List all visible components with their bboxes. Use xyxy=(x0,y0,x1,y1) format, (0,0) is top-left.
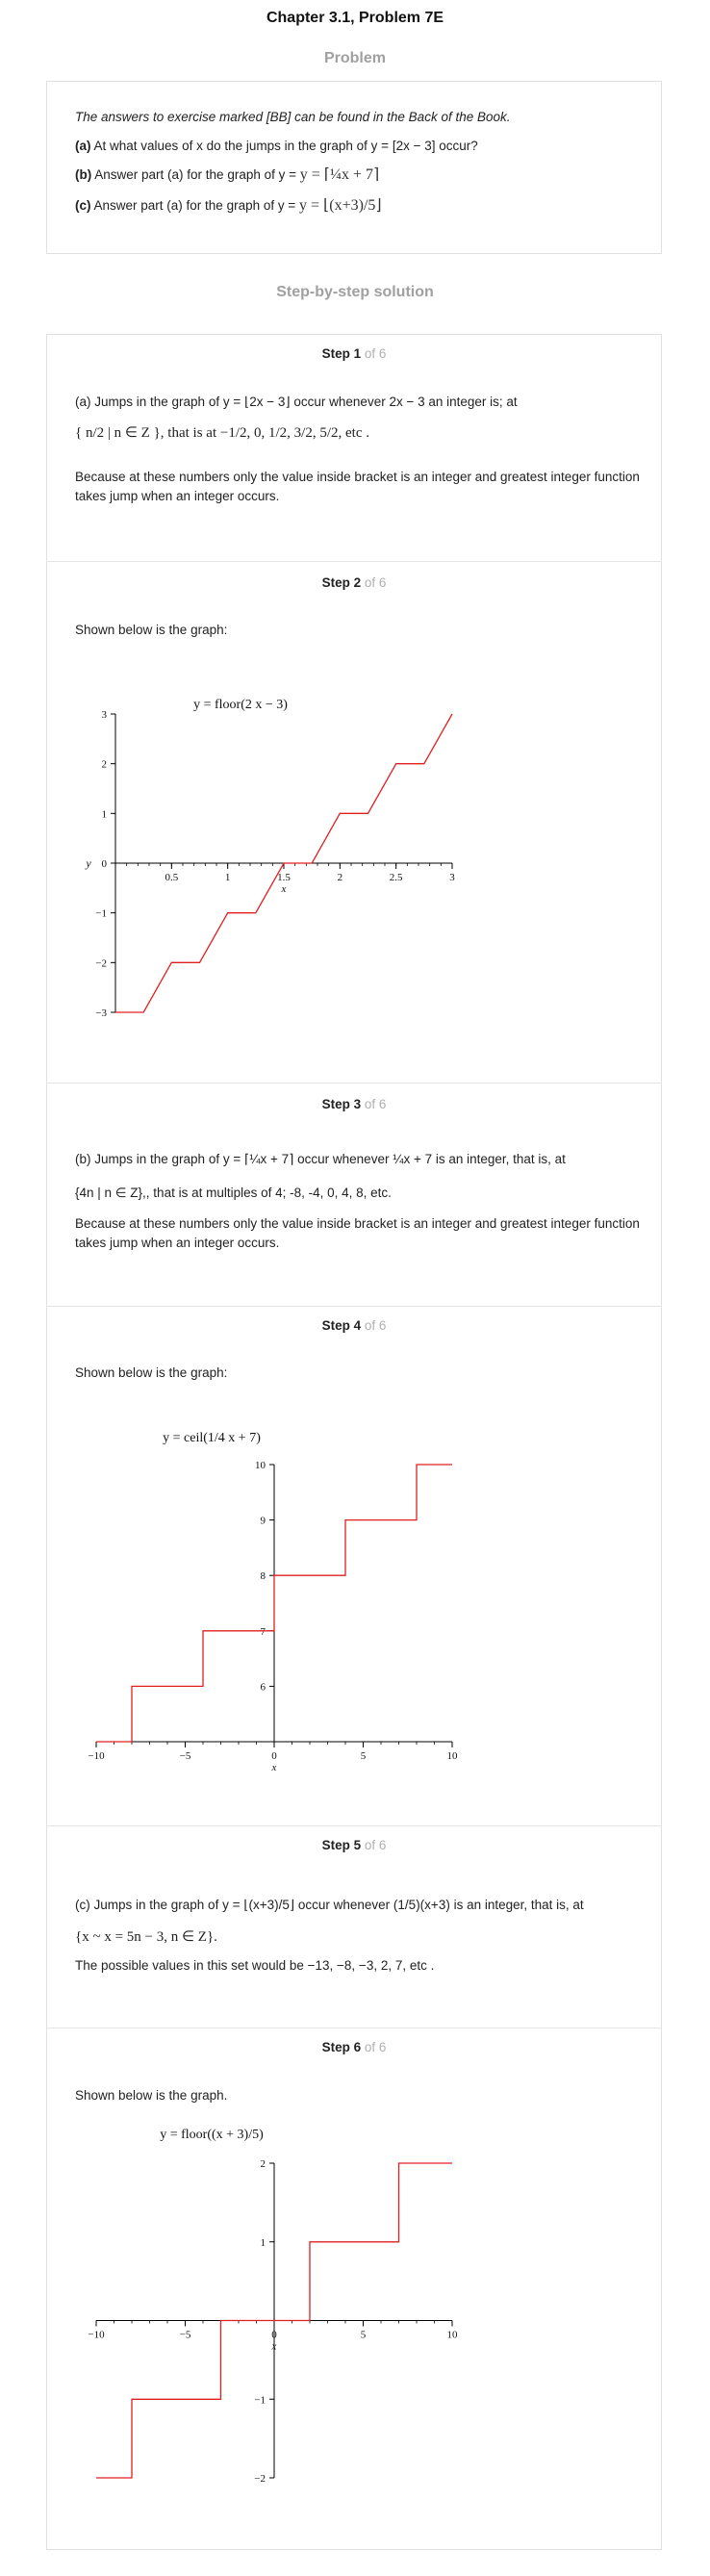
chart-floor-2x-3 xyxy=(67,645,471,1030)
part-c-label: (c) xyxy=(75,198,91,213)
divider xyxy=(46,1306,662,1307)
x-tick-label: 2.5 xyxy=(389,872,403,883)
x-tick-label: 3 xyxy=(449,872,455,883)
part-b-label: (b) xyxy=(75,167,92,182)
y-tick-label: −2 xyxy=(254,2473,266,2485)
y-tick-label: 8 xyxy=(260,1570,266,1583)
step-6-title xyxy=(46,2040,662,2054)
step-1-line1: (a) Jumps in the graph of y = ⌊2x − 3⌋ occur whenever 2x − 3 an integer is; at xyxy=(75,395,518,409)
y-tick-label: −3 xyxy=(95,1007,107,1019)
step-6-label: Step 6 xyxy=(321,2040,362,2054)
problem-part-a xyxy=(75,137,652,156)
chart-title: y = ceil(1/4 x + 7) xyxy=(163,1431,261,1445)
step-5-line1: (c) Jumps in the graph of y = ⌊(x+3)/5⌋ occur whenever (1/5)(x+3) is an integer, that is, at xyxy=(75,1898,584,1912)
problem-intro: The answers to exercise marked [BB] can be found in the Back of the Book. xyxy=(75,110,511,124)
problem-heading: Problem xyxy=(323,50,386,66)
part-b-math: y = ⌈¼x + 7⌉ xyxy=(299,166,380,183)
x-tick-label: 10 xyxy=(446,2329,458,2341)
step-6-of: of 6 xyxy=(364,2040,387,2054)
y-tick-label: 1 xyxy=(260,2236,266,2249)
step-5-title xyxy=(46,1838,662,1852)
y-tick-label: 1 xyxy=(101,808,107,821)
x-tick-label: 5 xyxy=(360,2329,367,2341)
step-3-line1: (b) Jumps in the graph of y = ⌈¼x + 7⌉ occur whenever ¼x + 7 is an integer, that is, at xyxy=(75,1152,566,1166)
step-6-text: Shown below is the graph. xyxy=(75,2088,228,2103)
step-4-of: of 6 xyxy=(364,1318,387,1333)
step-5-line2: {x ~ x = 5n − 3, n ∈ Z}. xyxy=(75,1929,217,1945)
step-1-title xyxy=(46,346,662,361)
step-4-text: Shown below is the graph: xyxy=(75,1365,228,1380)
y-tick-label: 6 xyxy=(260,1681,266,1694)
x-tick-label: 0 xyxy=(271,1750,277,1762)
problem-part-b xyxy=(75,166,652,185)
y-tick-label: −1 xyxy=(254,2394,266,2407)
step-3-line2: {4n | n ∈ Z},, that is at multiples of 4; -8, -4, 0, 4, 8, etc. xyxy=(75,1186,392,1200)
x-axis-label: x xyxy=(271,1762,277,1771)
y-tick-label: 2 xyxy=(101,758,107,771)
part-b-text: Answer part (a) for the graph of y = xyxy=(94,167,300,182)
step-3-text: Because at these numbers only the value inside bracket is an integer and greatest integer function takes jump when an integer occurs. xyxy=(75,1216,640,1250)
x-axis-label: x xyxy=(281,883,287,895)
page-title: Chapter 3.1, Problem 7E xyxy=(266,10,444,26)
y-tick-label: 10 xyxy=(255,1460,266,1471)
part-a-text: At what values of x do the jumps in the graph of y = [2x − 3] occur? xyxy=(93,139,478,153)
divider xyxy=(46,1825,662,1826)
solution-heading: Step-by-step solution xyxy=(276,284,434,300)
step-2-label: Step 2 xyxy=(321,575,362,590)
part-a-label: (a) xyxy=(75,139,91,153)
chart-ceil-x4-7 xyxy=(67,1386,471,1771)
step-1-line2: { n/2 | n ∈ Z }, that is at −1/2, 0, 1/2, 3/2, 5/2, etc . xyxy=(75,425,369,441)
x-tick-label: 10 xyxy=(446,1750,458,1762)
chart-title: y = floor(2 x − 3) xyxy=(193,698,288,712)
x-tick-label: 1 xyxy=(224,872,231,883)
step-5-of: of 6 xyxy=(364,1838,387,1852)
step-4-title xyxy=(46,1318,662,1333)
y-tick-label: 3 xyxy=(101,709,107,721)
y-tick-label: 9 xyxy=(260,1515,266,1527)
step-1-of: of 6 xyxy=(364,346,387,361)
step-4-label: Step 4 xyxy=(321,1318,362,1333)
y-axis-label: y xyxy=(86,856,91,870)
step-1-text: Because at these numbers only the value inside bracket is an integer and greatest integer function takes jump when an integer occurs. xyxy=(75,470,640,503)
x-tick-label: −5 xyxy=(179,1750,191,1762)
problem-part-c xyxy=(75,196,652,216)
step-1-label: Step 1 xyxy=(321,346,362,361)
y-tick-label: 0 xyxy=(101,858,107,870)
chart-floor-x3-5 xyxy=(67,2107,471,2502)
step-2-of: of 6 xyxy=(364,575,387,590)
step-5-label: Step 5 xyxy=(321,1838,362,1852)
x-tick-label: 5 xyxy=(360,1750,367,1762)
x-tick-label: −10 xyxy=(88,2329,105,2341)
x-tick-label: −10 xyxy=(88,1750,105,1762)
x-tick-label: 1.5 xyxy=(277,872,291,883)
step-3-label: Step 3 xyxy=(321,1097,362,1111)
part-c-text: Answer part (a) for the graph of y = xyxy=(93,198,299,213)
x-axis-label: x xyxy=(271,2340,277,2353)
step-3-of: of 6 xyxy=(364,1097,387,1111)
part-c-math: y = ⌊(x+3)/5⌋ xyxy=(299,197,382,214)
y-tick-label: −1 xyxy=(95,907,107,920)
divider xyxy=(46,561,662,562)
chart-title: y = floor((x + 3)/5) xyxy=(160,2128,264,2142)
step-3-title xyxy=(46,1097,662,1111)
step-2-title xyxy=(46,575,662,590)
x-tick-label: 0.5 xyxy=(165,872,179,883)
y-tick-label: 2 xyxy=(260,2158,266,2170)
x-tick-label: 2 xyxy=(337,872,343,883)
x-tick-label: −5 xyxy=(179,2329,191,2341)
step-5-text: The possible values in this set would be −13, −8, −3, 2, 7, etc . xyxy=(75,1958,435,1973)
y-tick-label: 7 xyxy=(260,1625,266,1638)
step-2-text: Shown below is the graph: xyxy=(75,623,228,637)
divider xyxy=(46,1083,662,1084)
x-tick-label: 0 xyxy=(271,2329,277,2341)
y-tick-label: −2 xyxy=(95,957,107,970)
